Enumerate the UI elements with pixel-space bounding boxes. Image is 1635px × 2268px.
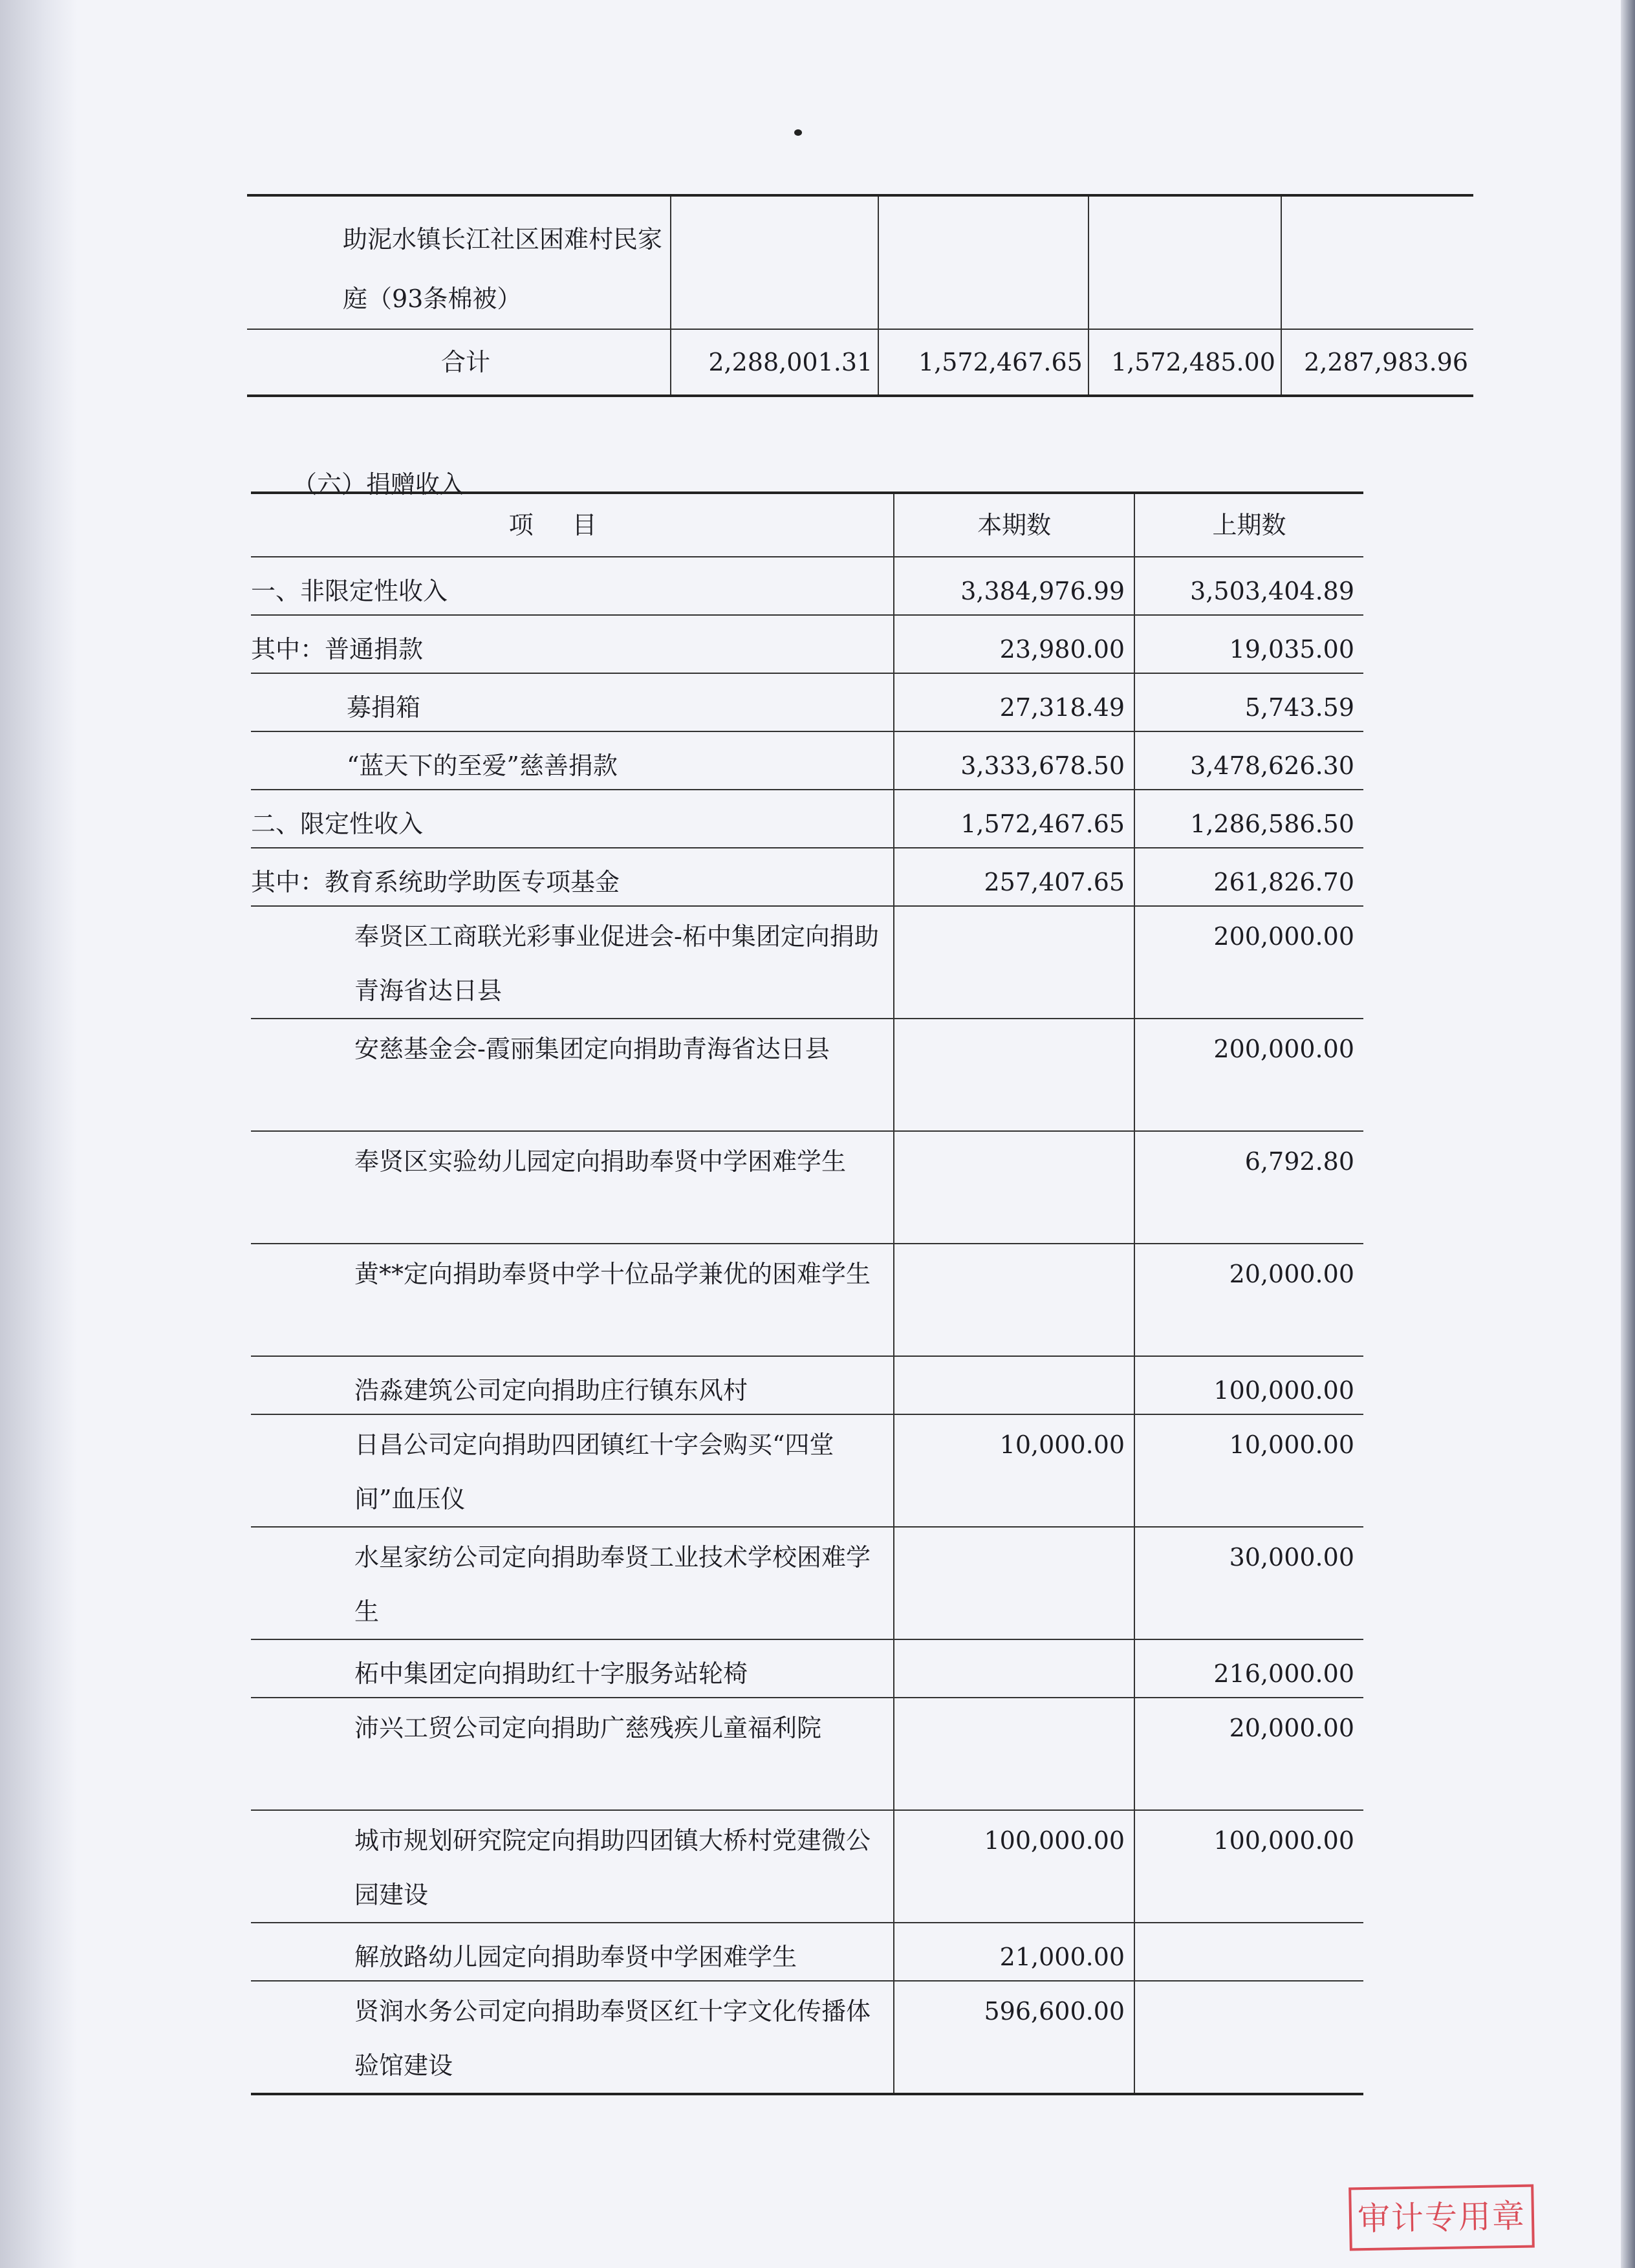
previous-cell: 3,478,626.30 [1134, 731, 1363, 790]
value-cell [671, 195, 878, 329]
page-edge [1621, 0, 1635, 2268]
current-cell [894, 1131, 1134, 1244]
item-cell: 城市规划研究院定向捐助四团镇大桥村党建微公园建设 [251, 1810, 894, 1923]
current-cell: 3,384,976.99 [894, 557, 1134, 615]
current-cell [894, 1244, 1134, 1356]
previous-cell: 5,743.59 [1134, 673, 1363, 731]
previous-cell: 3,503,404.89 [1134, 557, 1363, 615]
previous-cell: 216,000.00 [1134, 1639, 1363, 1698]
total-value: 1,572,467.65 [878, 329, 1088, 396]
total-row [247, 329, 1473, 396]
previous-cell: 19,035.00 [1134, 615, 1363, 673]
total-value: 2,288,001.31 [671, 329, 878, 396]
current-cell: 596,600.00 [894, 1981, 1134, 2094]
table-row [251, 615, 1363, 673]
item-cell: 助泥水镇长江社区困难村民家庭（93条棉被） [247, 195, 671, 329]
table-row [251, 1019, 1363, 1131]
item-cell: 沛兴工贸公司定向捐助广慈残疾儿童福利院 [251, 1698, 894, 1810]
current-cell: 1,572,467.65 [894, 790, 1134, 848]
table-row [251, 1527, 1363, 1639]
table-row [251, 1131, 1363, 1244]
current-cell: 100,000.00 [894, 1810, 1134, 1923]
previous-cell: 261,826.70 [1134, 848, 1363, 906]
binding-shadow [0, 0, 78, 2268]
item-cell: 黄**定向捐助奉贤中学十位品学兼优的困难学生 [251, 1244, 894, 1356]
item-cell: 柘中集团定向捐助红十字服务站轮椅 [251, 1639, 894, 1698]
total-label: 合计 [247, 329, 671, 396]
current-cell [894, 1639, 1134, 1698]
audit-stamp: 审计专用章 [1348, 2185, 1535, 2251]
current-cell: 23,980.00 [894, 615, 1134, 673]
item-cell: 日昌公司定向捐助四团镇红十字会购买“四堂间”血压仪 [251, 1414, 894, 1527]
previous-cell: 200,000.00 [1134, 1019, 1363, 1131]
punch-mark [794, 129, 802, 136]
header-current: 本期数 [894, 493, 1134, 557]
item-cell: 奉贤区工商联光彩事业促进会-柘中集团定向捐助青海省达日县 [251, 906, 894, 1019]
previous-cell: 30,000.00 [1134, 1527, 1363, 1639]
previous-cell: 1,286,586.50 [1134, 790, 1363, 848]
item-cell: 贤润水务公司定向捐助奉贤区红十字文化传播体验馆建设 [251, 1981, 894, 2094]
value-cell [878, 195, 1088, 329]
previous-cell: 10,000.00 [1134, 1414, 1363, 1527]
item-cell: 安慈基金会-霞丽集团定向捐助青海省达日县 [251, 1019, 894, 1131]
item-cell: 奉贤区实验幼儿园定向捐助奉贤中学困难学生 [251, 1131, 894, 1244]
item-cell: 浩淼建筑公司定向捐助庄行镇东风村 [251, 1356, 894, 1414]
item-cell: 募捐箱 [251, 673, 894, 731]
previous-cell: 20,000.00 [1134, 1698, 1363, 1810]
item-cell: 解放路幼儿园定向捐助奉贤中学困难学生 [251, 1923, 894, 1981]
table-row [251, 848, 1363, 906]
total-value: 1,572,485.00 [1088, 329, 1281, 396]
current-cell [894, 906, 1134, 1019]
current-cell: 27,318.49 [894, 673, 1134, 731]
table-header [251, 493, 1363, 557]
table-row [247, 195, 1473, 329]
header-item: 项目 [251, 493, 894, 557]
table-row [251, 906, 1363, 1019]
table-row [251, 673, 1363, 731]
table-row [251, 731, 1363, 790]
current-cell [894, 1698, 1134, 1810]
section-title: （六）捐赠收入 [292, 470, 465, 499]
table-row [251, 1414, 1363, 1527]
current-cell: 3,333,678.50 [894, 731, 1134, 790]
current-cell: 10,000.00 [894, 1414, 1134, 1527]
value-cell [1281, 195, 1473, 329]
previous-cell: 100,000.00 [1134, 1810, 1363, 1923]
current-cell [894, 1019, 1134, 1131]
table-row [251, 1639, 1363, 1698]
carryover-table [247, 194, 1473, 397]
current-cell: 21,000.00 [894, 1923, 1134, 1981]
previous-cell: 6,792.80 [1134, 1131, 1363, 1244]
item-cell: 其中：教育系统助学助医专项基金 [251, 848, 894, 906]
previous-cell [1134, 1923, 1363, 1981]
item-cell: 水星家纺公司定向捐助奉贤工业技术学校困难学生 [251, 1527, 894, 1639]
previous-cell: 100,000.00 [1134, 1356, 1363, 1414]
table-row [251, 790, 1363, 848]
table-row [251, 557, 1363, 615]
total-value: 2,287,983.96 [1304, 348, 1468, 376]
table-row [251, 1698, 1363, 1810]
table-row [251, 1923, 1363, 1981]
current-cell [894, 1527, 1134, 1639]
table-row [251, 1356, 1363, 1414]
previous-cell: 200,000.00 [1134, 906, 1363, 1019]
donation-income-table [251, 491, 1363, 2095]
header-previous: 上期数 [1134, 493, 1363, 557]
item-cell: “蓝天下的至爱”慈善捐款 [251, 731, 894, 790]
table-row [251, 1244, 1363, 1356]
current-cell: 257,407.65 [894, 848, 1134, 906]
value-cell [1088, 195, 1281, 329]
current-cell [894, 1356, 1134, 1414]
item-cell: 其中：普通捐款 [251, 615, 894, 673]
table-row [251, 1981, 1363, 2094]
previous-cell: 20,000.00 [1134, 1244, 1363, 1356]
item-cell: 一、非限定性收入 [251, 557, 894, 615]
table-row [251, 1810, 1363, 1923]
item-cell: 二、限定性收入 [251, 790, 894, 848]
previous-cell [1134, 1981, 1363, 2094]
